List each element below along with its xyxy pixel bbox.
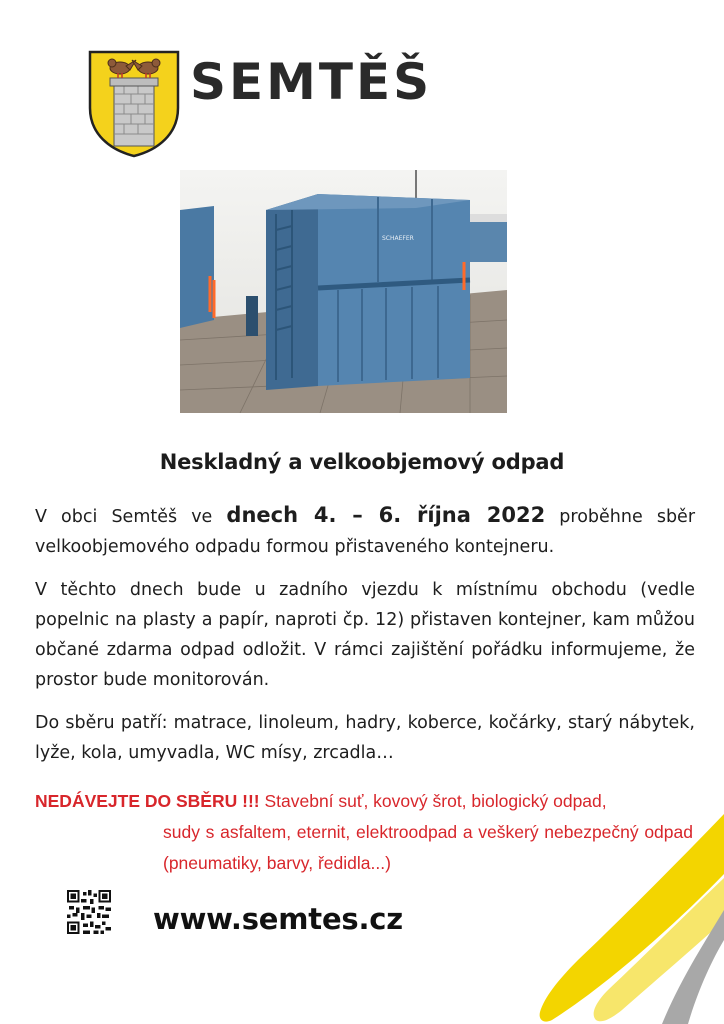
allowed-items-paragraph: Do sběru patří: matrace, linoleum, hadry, koberce, kočárky, starý nábytek, lyže, kola, umyvadla, WC mísy, zrcadla…: [35, 713, 695, 763]
warning-lead: NEDÁVEJTE DO SBĚRU !!!: [35, 791, 260, 811]
warning-rest: sudy s asfaltem, eternit, elektroodpad a veškerý nebezpečný odpad (pneumatiky, barvy, ředidla...): [163, 822, 693, 873]
location-paragraph: V těchto dnech bude u zadního vjezdu k místnímu obchodu (vedle popelnic na plasty a papír, naproti čp. 12) přistaven kontejner, kam můžou občané zdarma odpad odložit. V rámci zajištění pořádku informujeme, že prostor bude monitorován.: [35, 580, 695, 690]
collection-dates: dnech 4. – 6. října 2022: [226, 503, 546, 527]
intro-text-start: V obci Semtěš ve: [35, 507, 227, 527]
municipality-name: SEMTĚŠ: [190, 53, 433, 111]
coat-of-arms-icon: [88, 50, 180, 158]
page-title: Neskladný a velkoobjemový odpad: [159, 450, 565, 474]
container-photo: [180, 170, 507, 413]
decorative-swoosh: [530, 800, 724, 1024]
qr-code-icon: [67, 890, 111, 934]
intro-paragraph: [35, 500, 695, 562]
container-label: SCHAEFER: [382, 235, 414, 242]
warning-line-1: Stavební suť, kovový šrot, biologický odpad,: [259, 791, 607, 811]
intro-text-end: proběhne sběr velkoobjemového odpadu formou přistaveného kontejneru.: [35, 507, 696, 557]
website-link[interactable]: www.semtes.cz: [153, 902, 403, 936]
